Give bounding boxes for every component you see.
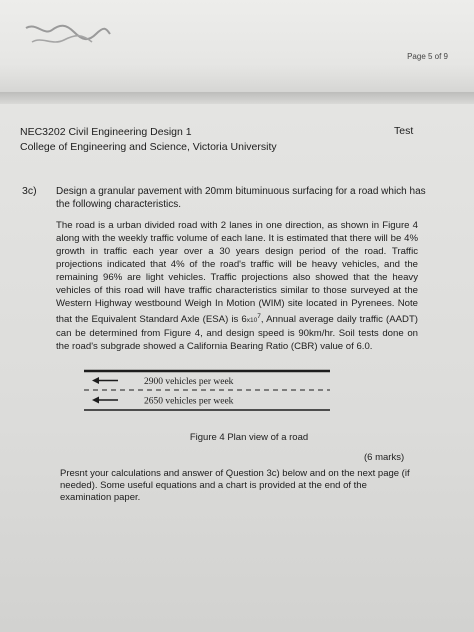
road-plan-figure [84, 368, 330, 412]
question-description [56, 219, 418, 353]
page-fold-shadow [0, 92, 474, 104]
lane1-arrow-icon [92, 377, 118, 384]
answer-instructions: Presnt your calculations and answer of Question 3c) below and on the next page (if needed). Some useful equations and a chart is provided at the end of the examination paper. [60, 468, 410, 503]
lane2-arrow-icon [92, 397, 118, 404]
description-part-2: , Annual average daily traffic (AADT) can be determined from Figure 4, and design speed is 90km/hr. Soil tests done on the road's subgrade showed a California Bearing Ratio (CBR) value of 6.0. [56, 314, 419, 353]
description-part-1: The road is a urban divided road with 2 lanes in one direction, as shown in Figure 4 along with the weekly traffic volume of each lane. It is estimated that there will be 4% growth in traffic each year over a 30 years design period of the road. Traffic projections indicated that 4% of the road's traffic will be heavy vehicles, and the remaining 96% are light vehicles. Traffic projections also showed that the heavy vehicles of this road will have traffic characteristics similar to those surveyed at the Western Highway westbound Weigh In Motion (WIM) site located in Pyrenees. Note that the Equivalent Standard Axle (ESA) is [56, 220, 418, 326]
marks-label: (6 marks) [364, 452, 405, 463]
esa-unit: x10 [246, 317, 258, 325]
figure-caption: Figure 4 Plan view of a road [189, 432, 309, 443]
assessment-type: Test [394, 125, 414, 137]
previous-page-edge [0, 0, 474, 92]
lane2-volume-label: 2650 vehicles per week [144, 396, 234, 407]
course-header [20, 125, 277, 155]
institution-name: College of Engineering and Science, Victoria University [20, 141, 277, 153]
page-number: Page 5 of 9 [407, 52, 448, 61]
esa-exponent: 7 [257, 313, 261, 320]
figure-caption-wrap [0, 432, 474, 443]
question-number: 3c) [22, 185, 37, 197]
course-code-title: NEC3202 Civil Engineering Design 1 [20, 126, 192, 138]
handwriting-scribble [22, 20, 112, 50]
question-prompt: Design a granular pavement with 20mm bituminuous surfacing for a road which has the following characteristics. [56, 186, 426, 210]
esa-value: 6 [241, 314, 247, 326]
lane1-volume-label: 2900 vehicles per week [144, 377, 234, 387]
